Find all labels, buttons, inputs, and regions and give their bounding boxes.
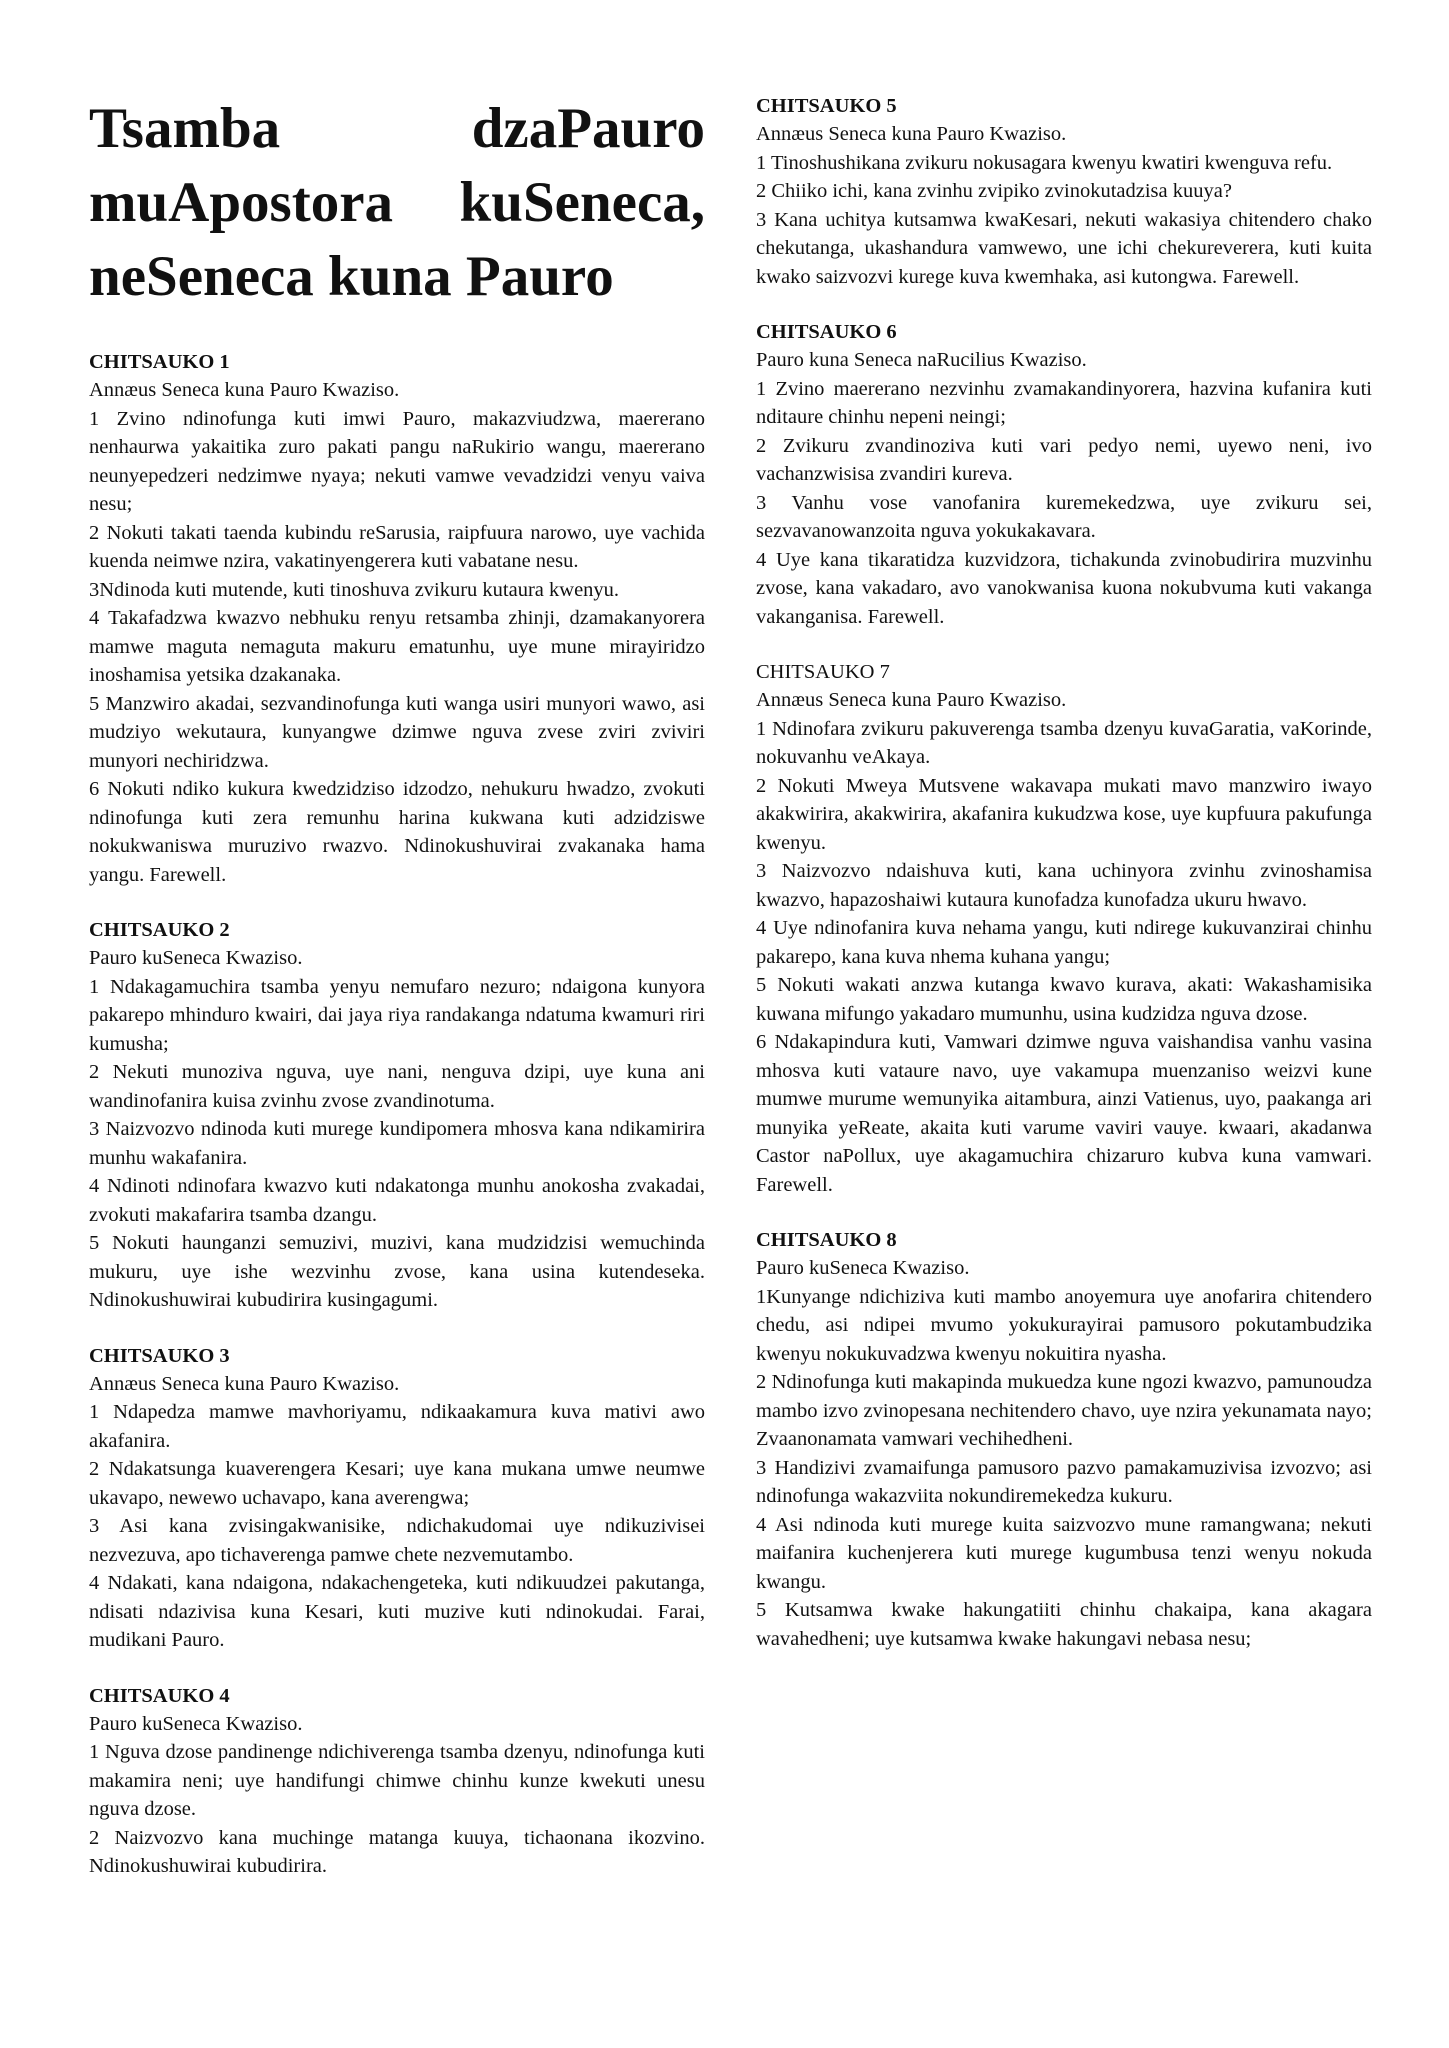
chapter-salutation: Pauro kuSeneca Kwaziso. <box>89 947 303 969</box>
chapter-salutation: Pauro kuSeneca Kwaziso. <box>756 1257 970 1279</box>
verse-paragraph: 3 Naizvozvo ndinoda kuti murege kundipomera mhosva kana ndikamirira munhu wakafanira. <box>89 1118 705 1169</box>
right-column <box>756 92 1372 1680</box>
verse-paragraph: 2 Zvikuru zvandinoziva kuti vari pedyo nemi, uyewo neni, ivo vachanzwisisa zvandiri kureva. <box>756 434 1372 485</box>
verse-paragraph: 2 Chiiko ichi, kana zvinhu zvipiko zvinokutadzisa kuuya? <box>756 180 1232 202</box>
verse-paragraph: 2 Ndakatsunga kuaverengera Kesari; uye kana mukana umwe neumwe ukavapo, newewo uchavapo, kana averengwa; <box>89 1458 705 1509</box>
chapter-heading: CHITSAUKO 1 <box>89 351 230 373</box>
chapter-heading: CHITSAUKO 3 <box>89 1344 230 1367</box>
verse-paragraph: 5 Manzwiro akadai, sezvandinofunga kuti wanga usiri munyori wawo, asi mudziyo wekutaura, kunyangwe dzimwe nguva zvese zviri zviviri munyori nechiridzwa. <box>89 692 705 772</box>
verse-paragraph: 1 Zvino maererano nezvinhu zvamakandinyorera, hazvina kufanira kuti nditaure chinhu nepeni neingi; <box>756 377 1372 428</box>
verse-paragraph: 1Kunyange ndichiziva kuti mambo anoyemura uye anofarira chitendero chedu, asi ndipei mvumo yokukurayirai pamusoro pokutambudzika kwenyu nokukuvadzwa kwenyu nokuitira nyasha. <box>756 1285 1372 1365</box>
chapter-heading: CHITSAUKO 5 <box>756 95 897 117</box>
chapter-section <box>89 1342 705 1655</box>
chapter-heading: CHITSAUKO 4 <box>89 1684 230 1707</box>
chapter-salutation: Annæus Seneca kuna Pauro Kwaziso. <box>89 379 400 401</box>
chapter-section <box>756 658 1372 1199</box>
verse-paragraph: 3 Asi kana zvisingakwanisike, ndichakudomai uye ndikuzivisei nezvezuva, apo tichaverenga pamwe chete nezvemutambo. <box>89 1515 705 1566</box>
left-chapters <box>89 348 705 1881</box>
document-title: Tsamba dzaPauro muApostora kuSeneca, neSeneca kuna Pauro <box>89 97 705 308</box>
verse-paragraph: 2 Nokuti takati taenda kubindu reSarusia, raipfuura narowo, uye vachida kuenda neimwe nzira, vakatinyengerera kuti vabatane nesu. <box>89 521 705 572</box>
verse-paragraph: 4 Ndakati, kana ndaigona, ndakachengeteka, kuti ndikuudzei pakutanga, ndisati ndazivisa kuna Kesari, kuti muzive kuti ndinokudai. Farai, mudikani Pauro. <box>89 1572 705 1651</box>
chapter-section <box>756 1226 1372 1653</box>
verse-paragraph: 1 Nguva dzose pandinenge ndichiverenga tsamba dzenyu, ndinofunga kuti makamira neni; uye handifungi chimwe chinhu kunze kwekuti unesu nguva dzose. <box>89 1741 705 1820</box>
chapter-heading: CHITSAUKO 8 <box>756 1229 897 1251</box>
verse-paragraph: 5 Nokuti haunganzi semuzivi, muzivi, kana mudzidzisi wemuchinda mukuru, uye ishe wezvinhu zvose, kana usina kutendeseka. Ndinokushuwirai kubudirira kusingagumi. <box>89 1232 705 1311</box>
chapter-section <box>89 348 705 889</box>
chapter-salutation: Pauro kuSeneca Kwaziso. <box>89 1712 303 1735</box>
chapter-section <box>89 916 705 1315</box>
verse-paragraph: 3 Vanhu vose vanofanira kuremekedzwa, uye zvikuru sei, sezvavanowanzoita nguva yokukakavara. <box>756 491 1372 542</box>
chapter-salutation: Annæus Seneca kuna Pauro Kwaziso. <box>756 123 1067 145</box>
verse-paragraph: 4 Uye kana tikaratidza kuzvidzora, tichakunda zvinobudirira muzvinhu zvose, kana vakadaro, avo vanokwanisa kuona nokubvuma kuti vakanga vakanganisa. Farewell. <box>756 548 1372 628</box>
verse-paragraph: 4 Asi ndinoda kuti murege kuita saizvozvo mune ramangwana; nekuti maifanira kuchenjerera kuti murege kugumbusa tenzi wenyu nokuda kwangu. <box>756 1513 1372 1593</box>
verse-paragraph: 6 Nokuti ndiko kukura kwedzidziso idzodzo, nehukuru hwadzo, zvokuti ndinofunga kuti zera remunhu harina kukwana kuti adzidziswe nokukwaniswa muruzivo rwazvo. Ndinokushuvirai zvakanaka hama yangu. Farewell. <box>89 778 705 886</box>
chapter-section <box>756 92 1372 291</box>
verse-paragraph: 3 Handizivi zvamaifunga pamusoro pazvo pamakamuzivisa izvozvo; asi ndinofunga wakazviita nokundiremekedza kukuru. <box>756 1456 1372 1507</box>
verse-paragraph: 1 Ndakagamuchira tsamba yenyu nemufaro nezuro; ndaigona kunyora pakarepo mhinduro kwairi, dai jaya riya randakanga ndatuma kwamuri riri kumusha; <box>89 975 705 1055</box>
verse-paragraph: 4 Ndinoti ndinofara kwazvo kuti ndakatonga munhu anokosha zvakadai, zvokuti makafarira tsamba dzangu. <box>89 1175 705 1226</box>
verse-paragraph: 1 Tinoshushikana zvikuru nokusagara kwenyu kwatiri kwenguva refu. <box>756 151 1333 174</box>
verse-paragraph: 1 Zvino ndinofunga kuti imwi Pauro, makazviudzwa, maererano nenhaurwa yakaitika zuro pakati pangu naRukirio wangu, maererano neunyepedzeri nedzimwe nyaya; nekuti vamwe vevadzidzi venyu vaiva nesu; <box>89 407 705 515</box>
chapter-section <box>89 1682 705 1881</box>
chapter-salutation: Annæus Seneca kuna Pauro Kwaziso. <box>756 689 1067 711</box>
verse-paragraph: 1 Ndinofara zvikuru pakuverenga tsamba dzenyu kuvaGaratia, vaKorinde, nokuvanhu veAkaya. <box>756 717 1372 768</box>
right-chapters <box>756 92 1372 1653</box>
chapter-heading: CHITSAUKO 7 <box>756 661 890 683</box>
verse-paragraph: 4 Takafadzwa kwazvo nebhuku renyu retsamba zhinji, dzamakanyorera mamwe maguta nemaguta makuru ematunhu, uye mune mirayiridzo inoshamisa yetsika dzakanaka. <box>89 607 705 686</box>
verse-paragraph: 4 Uye ndinofanira kuva nehama yangu, kuti ndirege kukuvanzirai chinhu pakarepo, kana kuva nhema kuhana yangu; <box>756 917 1372 968</box>
verse-paragraph: 2 Naizvozvo kana muchinge matanga kuuya, tichaonana ikozvino. Ndinokushuwirai kubudirira. <box>89 1826 705 1877</box>
verse-paragraph: 5 Nokuti wakati anzwa kutanga kwavo kurava, akati: Wakashamisika kuwana mifungo yakadaro mumunhu, usina kudzidza nguva dzose. <box>756 974 1372 1025</box>
verse-paragraph: 6 Ndakapindura kuti, Vamwari dzimwe nguva vaishandisa vanhu vasina mhosva kuti vataure navo, uye vakamupa muenzaniso weizvi kune mumwe murume wemunyika aitambura, ainzi Vatienus, uyo, paakanga ari munyika yeReate, akaita kuti varume vaviri vauye. kwaari, akadanwa Castor naPollux, uye akagamuchira chizaruro kubva kuna vamwari. Farewell. <box>756 1031 1372 1196</box>
verse-paragraph: 2 Nekuti munoziva nguva, uye nani, nenguva dzipi, uye kuna ani wandinofanira kuisa zvinhu zvose zvandinotuma. <box>89 1061 705 1112</box>
verse-paragraph: 1 Ndapedza mamwe mavhoriyamu, ndikaakamura kuva mativi awo akafanira. <box>89 1401 705 1452</box>
left-column <box>89 92 705 1908</box>
chapter-salutation: Pauro kuna Seneca naRucilius Kwaziso. <box>756 349 1087 371</box>
verse-paragraph: 3 Kana uchitya kutsamwa kwaKesari, nekuti wakasiya chitendero chako chekutanga, ukashandura vamwewo, une ichi chekureverera, kuti kuita kwako saizvozvi kurege kuva kwemhaka, asi kutongwa. Farewell. <box>756 208 1372 288</box>
chapter-heading: CHITSAUKO 6 <box>756 321 897 343</box>
chapter-heading: CHITSAUKO 2 <box>89 919 230 941</box>
verse-paragraph: 2 Nokuti Mweya Mutsvene wakavapa mukati mavo manzwiro iwayo akakwirira, akakwirira, akafanira kukudzwa kose, uye kupfuura pakufunga kwenyu. <box>756 774 1372 854</box>
verse-paragraph: 3Ndinoda kuti mutende, kuti tinoshuva zvikuru kutaura kwenyu. <box>89 578 620 601</box>
chapter-salutation: Annæus Seneca kuna Pauro Kwaziso. <box>89 1372 400 1395</box>
verse-paragraph: 3 Naizvozvo ndaishuva kuti, kana uchinyora zvinhu zvinoshamisa kwazvo, hapazoshaiwi kutaura kunofadza kunofadza ukuru hwavo. <box>756 860 1372 911</box>
chapter-section <box>756 318 1372 631</box>
verse-paragraph: 5 Kutsamwa kwake hakungatiiti chinhu chakaipa, kana akagara wavahedheni; uye kutsamwa kwake hakungavi nebasa nesu; <box>756 1599 1372 1650</box>
verse-paragraph: 2 Ndinofunga kuti makapinda mukuedza kune ngozi kwazvo, pamunoudza mambo izvo zvinopesana nechitendero chavo, uye nzira yekunamata nayo; Zvaanonamata vamwari vechihedheni. <box>756 1371 1372 1450</box>
